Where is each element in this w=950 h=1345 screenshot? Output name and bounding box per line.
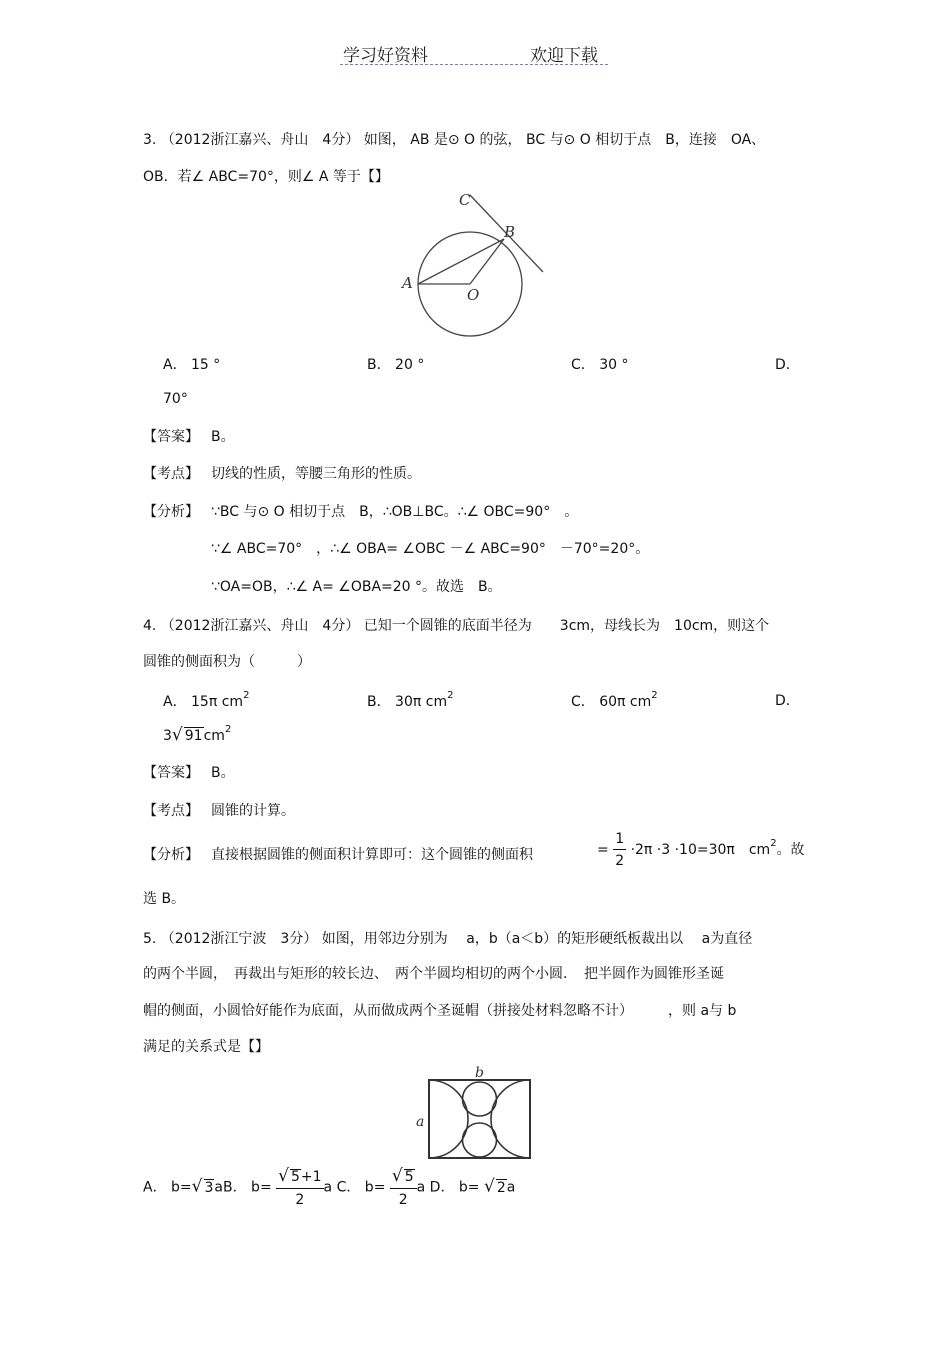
q5-option-a-radicand: 3 [204, 1179, 214, 1196]
q5-options [143, 1168, 515, 1207]
q5-option-c-denominator: 2 [398, 1192, 408, 1208]
q4-formula-tail: 。故 [776, 842, 805, 858]
q5-option-c-fraction [390, 1168, 417, 1207]
q4-formula-eq: = [597, 842, 609, 858]
q4-option-a-text: A． 15π cm [163, 694, 244, 710]
q3-circle-tangent-figure [395, 188, 555, 343]
q4-option-d-sup: 2 [224, 724, 232, 735]
q5-option-c-radicand: 5 [404, 1169, 414, 1185]
q4-option-a [163, 690, 249, 711]
q5-option-c-post: a D． b= [416, 1179, 480, 1196]
q3-option-d-value: 70° [163, 391, 188, 407]
q4-analysis-text: 直接根据圆锥的侧面积计算即可：这个圆锥的侧面积 [211, 847, 533, 863]
q3-analysis-line2: ∵∠ ABC=70° ，∴∠ OBA= ∠OBC －∠ ABC=90° －70°=20°。 [211, 541, 650, 557]
q5-option-b-radicand: 5 [290, 1169, 300, 1185]
label-b: b [475, 1065, 484, 1081]
header-left-text: 学习好资料 [343, 46, 428, 66]
left-semicircle [429, 1080, 468, 1158]
q3-stem-line1: 3. （2012浙江嘉兴、舟山 4分） 如图， AB 是⊙ O 的弦， BC 与⊙ O 相切于点 B，连接 OA、 [143, 132, 766, 148]
q4-formula-numerator: 1 [613, 832, 626, 850]
q4-option-d-coef: 3 [163, 728, 172, 744]
q5-option-b-post: a C． b= [323, 1179, 386, 1196]
q5-stem-line1: 5. （2012浙江宁波 3分） 如图，用邻边分别为 a，b（a＜b）的矩形硬纸板裁出以 a为直径 [143, 931, 753, 947]
q3-option-c: C． 30 ° [571, 357, 629, 373]
q4-formula-sup: 2 [770, 838, 777, 849]
q5-option-a-post: aB． b= [214, 1179, 272, 1196]
small-circle-top [463, 1082, 497, 1116]
header-right-text: 欢迎下载 [530, 46, 598, 66]
right-semicircle [491, 1080, 530, 1158]
rectangle-board [429, 1080, 530, 1158]
q4-option-c-text: C． 60π cm [571, 694, 652, 710]
q4-formula-fraction [613, 832, 626, 868]
q3-option-a: A． 15 ° [163, 357, 221, 373]
q5-option-d-post: a [506, 1179, 516, 1196]
q4-point: 圆锥的计算。 [211, 803, 295, 819]
q5-option-b-fraction [276, 1168, 323, 1207]
q5-option-a-pre: A． b= [143, 1179, 192, 1196]
chord-ab [418, 239, 504, 284]
q3-analysis-line1: ∵BC 与⊙ O 相切于点 B，∴OB⊥BC。∴∠ OBC=90° 。 [211, 504, 579, 520]
q4-answer: B。 [211, 765, 235, 781]
q5-option-d-radicand: 2 [496, 1179, 506, 1196]
header-divider [340, 64, 608, 65]
radical-sign-icon: √ [191, 1176, 203, 1197]
label-c: C [459, 191, 471, 209]
q4-formula [597, 832, 805, 868]
q3-analysis-line3: ∵OA=OB，∴∠ A= ∠OBA=20 °。故选 B。 [211, 579, 502, 595]
q4-option-d-unit: cm [203, 728, 225, 744]
q4-option-d-value [163, 724, 231, 745]
label-b: B [504, 223, 516, 241]
q3-point: 切线的性质，等腰三角形的性质。 [211, 466, 421, 482]
radical-sign-icon: √ [278, 1166, 289, 1186]
q3-stem-line2: OB．若∠ ABC=70°，则∠ A 等于【】 [143, 169, 389, 185]
q4-option-b [367, 690, 453, 711]
q3-answer-tag: 【答案】 [143, 429, 199, 445]
q4-analysis-line2: 选 B。 [143, 891, 186, 907]
radical-sign-icon: √ [171, 725, 183, 745]
q3-option-b: B． 20 ° [367, 357, 425, 373]
label-a: a [416, 1114, 425, 1130]
q5-stem-line2: 的两个半圆， 再裁出与矩形的较长边、 两个半圆均相切的两个小圆． 把半圆作为圆锥形圣诞 [143, 966, 724, 982]
q4-stem-line2: 圆锥的侧面积为（ ） [143, 654, 311, 670]
q5-option-b-num-tail: +1 [300, 1169, 322, 1185]
q5-option-b-denominator: 2 [295, 1192, 305, 1208]
q3-answer: B。 [211, 429, 235, 445]
q4-formula-rest: ·2π ·3 ·10=30π cm [630, 842, 771, 858]
q3-point-tag: 【考点】 [143, 466, 199, 482]
q4-option-b-sup: 2 [447, 690, 454, 701]
q4-option-a-sup: 2 [243, 690, 250, 701]
label-a: A [402, 274, 413, 292]
q4-option-b-text: B． 30π cm [367, 694, 448, 710]
q4-analysis-tag: 【分析】 [143, 847, 199, 863]
label-o: O [467, 286, 480, 304]
q4-stem-line1: 4. （2012浙江嘉兴、舟山 4分） 已知一个圆锥的底面半径为 3cm，母线长为 10cm，则这个 [143, 618, 770, 634]
q4-option-d: D． [775, 693, 800, 709]
q5-stem-line3: 帽的侧面，小圆恰好能作为底面，从而做成两个圣诞帽（拼接处材料忽略不计） ，则 a与 b [143, 1003, 737, 1019]
q4-point-tag: 【考点】 [143, 803, 199, 819]
q3-option-d: D． [775, 357, 800, 373]
q5-rectangle-circles-figure [413, 1062, 538, 1164]
q5-stem-line4: 满足的关系式是【】 [143, 1039, 269, 1055]
radius-ob [470, 239, 504, 284]
q4-formula-denominator: 2 [615, 853, 625, 869]
radical-sign-icon: √ [483, 1176, 495, 1197]
q5-option-c-numerator [390, 1168, 417, 1189]
q4-option-d-radicand: 91 [184, 728, 203, 744]
q4-option-c-sup: 2 [651, 690, 658, 701]
q4-option-c [571, 690, 658, 711]
q3-analysis-tag: 【分析】 [143, 504, 199, 520]
q4-answer-tag: 【答案】 [143, 765, 199, 781]
small-circle-bottom [463, 1123, 497, 1157]
q5-option-b-numerator [276, 1168, 323, 1189]
radical-sign-icon: √ [391, 1166, 403, 1186]
